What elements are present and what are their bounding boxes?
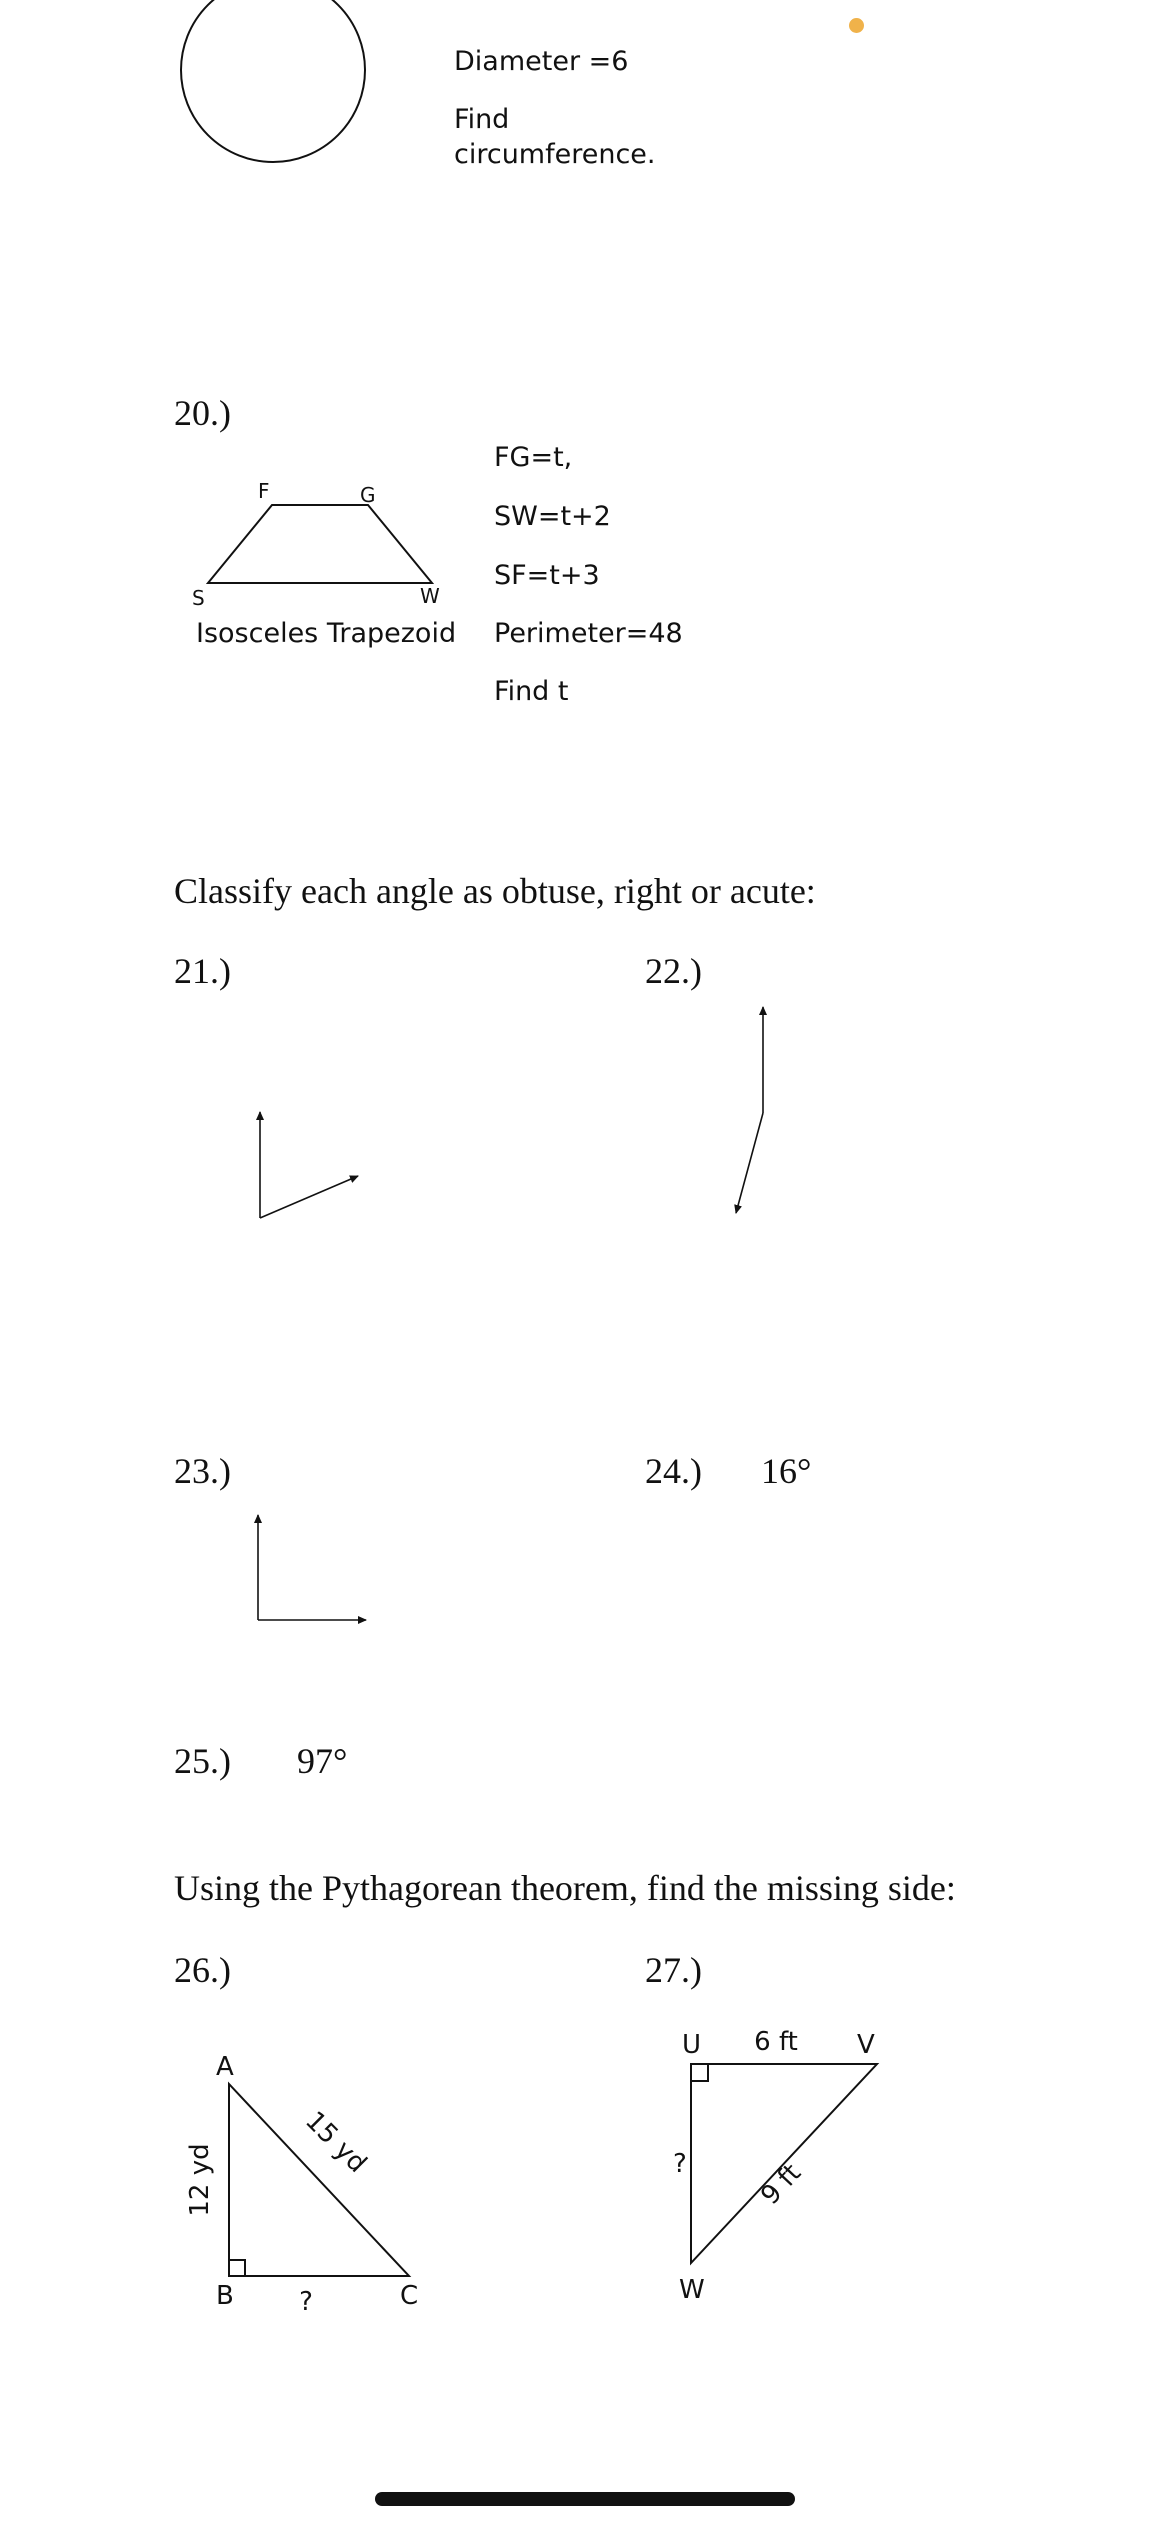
q25-number: 25.) [174,1741,231,1781]
q19-task-line1: Find [454,104,510,135]
q27-side-vw: 9 ft [755,2158,808,2211]
q21-angle-figure [240,1100,380,1230]
pythagorean-heading: Using the Pythagorean theorem, find the missing side: [174,1868,956,1908]
q23-angle-figure [240,1505,380,1630]
q20-fact-sw: SW=t+2 [494,501,611,532]
vertex-f-label: F [258,479,270,503]
q19-circle-figure [180,0,380,170]
q19-task-line2: circumference. [454,139,656,170]
home-indicator-bar[interactable] [375,2492,795,2506]
classify-heading: Classify each angle as obtuse, right or acute: [174,871,816,911]
q25-angle-value: 97° [297,1741,348,1781]
q27-side-uv: 6 ft [754,2027,798,2057]
vertex-w-label: W [420,584,440,608]
q20-trapezoid-figure [180,470,460,610]
q26-triangle-figure [180,2030,440,2320]
q21-ray-diagonal [260,1176,358,1218]
q19-given: Diameter =6 [454,46,629,77]
q26-unknown-side: ? [299,2287,313,2317]
q22-angle-figure [715,995,795,1225]
q26-side-ac: 15 yd [299,2105,373,2179]
q27-vertex-w: W [679,2275,705,2305]
q26-number: 26.) [174,1950,231,1990]
q21-number: 21.) [174,951,231,991]
q20-shape-label: Isosceles Trapezoid [196,618,457,649]
q27-number: 27.) [645,1950,702,1990]
q27-vertex-u: U [682,2030,702,2060]
q26-vertex-a: A [216,2052,234,2082]
q20-number: 20.) [174,393,231,433]
vertex-s-label: S [192,586,205,610]
q26-vertex-c: C [400,2281,419,2311]
vertex-g-label: G [360,483,376,507]
q27-unknown-side: ? [673,2149,687,2179]
q24-number: 24.) [645,1451,702,1491]
q23-number: 23.) [174,1451,231,1491]
q27-vertex-v: V [857,2030,875,2060]
q26-right-angle-mark [229,2260,245,2276]
trapezoid-shape [208,505,432,583]
q24-angle-value: 16° [761,1451,812,1491]
q20-fact-fg: FG=t, [494,442,573,473]
q22-ray-down [736,1113,763,1213]
q27-right-angle-mark [691,2064,708,2081]
q26-vertex-b: B [216,2281,234,2311]
q27-triangle-figure [665,2020,905,2310]
status-indicator-dot [849,18,864,33]
q20-fact-perimeter: Perimeter=48 [494,618,683,649]
q20-fact-find: Find t [494,676,569,707]
q20-fact-sf: SF=t+3 [494,560,600,591]
q26-side-ab: 12 yd [185,2143,215,2217]
q22-number: 22.) [645,951,702,991]
circle-shape [181,0,365,162]
